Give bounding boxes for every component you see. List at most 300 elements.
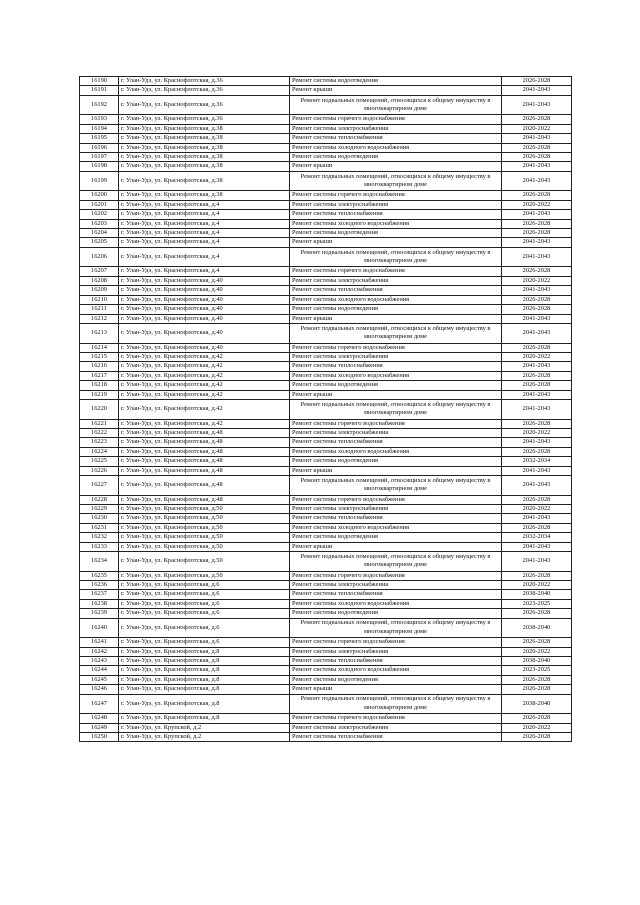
- table-row: [80, 134, 572, 143]
- period-cell: 2026-2028: [502, 495, 572, 504]
- period-cell: 2041-2043: [502, 210, 572, 219]
- work-type-cell: Ремонт системы электроснабжения: [290, 504, 502, 513]
- table-row: [80, 229, 572, 238]
- address-cell: г. Улан-Удэ, ул. Краснофлотская, д.48: [119, 438, 290, 447]
- period-cell: 2020-2022: [502, 352, 572, 361]
- row-number-cell: 16192: [80, 95, 119, 115]
- table-row: [80, 419, 572, 428]
- table-row: [80, 694, 572, 714]
- period-cell: 2041-2043: [502, 171, 572, 191]
- row-number-cell: 16239: [80, 609, 119, 618]
- table-row: [80, 153, 572, 162]
- row-number-cell: 16211: [80, 305, 119, 314]
- work-type-cell: Ремонт системы холодного водоснабжения: [290, 666, 502, 675]
- work-type-cell: Ремонт подвальных помещений, относящихся к общему имуществу в многоквартирном доме: [290, 475, 502, 495]
- address-cell: г. Улан-Удэ, ул. Краснофлотская, д.50: [119, 514, 290, 523]
- work-type-cell: Ремонт системы горячего водоснабжения: [290, 571, 502, 580]
- period-cell: 2041-2043: [502, 466, 572, 475]
- address-cell: г. Улан-Удэ, ул. Краснофлотская, д.4: [119, 238, 290, 247]
- period-cell: 2041-2043: [502, 95, 572, 115]
- address-cell: г. Улан-Удэ, ул. Краснофлотская, д.36: [119, 86, 290, 95]
- table-row: [80, 599, 572, 608]
- period-cell: 2026-2028: [502, 305, 572, 314]
- address-cell: г. Улан-Удэ, ул. Краснофлотская, д.50: [119, 504, 290, 513]
- row-number-cell: 16193: [80, 115, 119, 124]
- row-number-cell: 16197: [80, 153, 119, 162]
- table-row: [80, 675, 572, 684]
- row-number-cell: 16201: [80, 200, 119, 209]
- period-cell: 2041-2043: [502, 162, 572, 171]
- address-cell: г. Улан-Удэ, ул. Краснофлотская, д.48: [119, 457, 290, 466]
- row-number-cell: 16200: [80, 191, 119, 200]
- table-row: [80, 466, 572, 475]
- work-type-cell: Ремонт подвальных помещений, относящихся к общему имуществу в многоквартирном доме: [290, 552, 502, 572]
- period-cell: 2041-2043: [502, 390, 572, 399]
- period-cell: 2038-2040: [502, 694, 572, 714]
- address-cell: г. Улан-Удэ, ул. Краснофлотская, д.38: [119, 171, 290, 191]
- row-number-cell: 16240: [80, 618, 119, 638]
- row-number-cell: 16207: [80, 267, 119, 276]
- period-cell: 2041-2043: [502, 438, 572, 447]
- work-type-cell: Ремонт крыши: [290, 390, 502, 399]
- work-type-cell: Ремонт системы горячего водоснабжения: [290, 343, 502, 352]
- period-cell: 2032-2034: [502, 457, 572, 466]
- work-type-cell: Ремонт системы горячего водоснабжения: [290, 638, 502, 647]
- row-number-cell: 16199: [80, 171, 119, 191]
- work-type-cell: Ремонт системы теплоснабжения: [290, 210, 502, 219]
- table-row: [80, 86, 572, 95]
- table-row: [80, 504, 572, 513]
- row-number-cell: 16206: [80, 247, 119, 267]
- work-type-cell: Ремонт системы водоотведения: [290, 381, 502, 390]
- work-type-cell: Ремонт системы теплоснабжения: [290, 438, 502, 447]
- address-cell: г. Улан-Удэ, ул. Краснофлотская, д.4: [119, 247, 290, 267]
- row-number-cell: 16233: [80, 542, 119, 551]
- table-row: [80, 666, 572, 675]
- row-number-cell: 16223: [80, 438, 119, 447]
- table-row: [80, 714, 572, 723]
- work-type-cell: Ремонт системы электроснабжения: [290, 723, 502, 732]
- row-number-cell: 16221: [80, 419, 119, 428]
- table-row: [80, 343, 572, 352]
- work-type-cell: Ремонт системы холодного водоснабжения: [290, 447, 502, 456]
- work-type-cell: Ремонт крыши: [290, 685, 502, 694]
- table-row: [80, 124, 572, 133]
- row-number-cell: 16234: [80, 552, 119, 572]
- address-cell: г. Улан-Удэ, ул. Краснофлотская, д.8: [119, 694, 290, 714]
- period-cell: 2026-2028: [502, 371, 572, 380]
- address-cell: г. Улан-Удэ, ул. Краснофлотская, д.8: [119, 675, 290, 684]
- work-type-cell: Ремонт системы горячего водоснабжения: [290, 267, 502, 276]
- address-cell: г. Улан-Удэ, ул. Краснофлотская, д.38: [119, 143, 290, 152]
- table-row: [80, 533, 572, 542]
- period-cell: 2041-2043: [502, 247, 572, 267]
- period-cell: 2041-2043: [502, 134, 572, 143]
- work-type-cell: Ремонт системы электроснабжения: [290, 428, 502, 437]
- table-row: [80, 143, 572, 152]
- period-cell: 2026-2028: [502, 714, 572, 723]
- period-cell: 2023-2025: [502, 599, 572, 608]
- period-cell: 2020-2022: [502, 428, 572, 437]
- row-number-cell: 16195: [80, 134, 119, 143]
- work-type-cell: Ремонт подвальных помещений, относящихся к общему имуществу в многоквартирном доме: [290, 95, 502, 115]
- table-row: [80, 95, 572, 115]
- work-type-cell: Ремонт системы водоотведения: [290, 609, 502, 618]
- table-row: [80, 200, 572, 209]
- row-number-cell: 16198: [80, 162, 119, 171]
- row-number-cell: 16213: [80, 323, 119, 343]
- work-type-cell: Ремонт системы теплоснабжения: [290, 286, 502, 295]
- address-cell: г. Улан-Удэ, ул. Краснофлотская, д.6: [119, 599, 290, 608]
- address-cell: г. Улан-Удэ, ул. Краснофлотская, д.50: [119, 533, 290, 542]
- address-cell: г. Улан-Удэ, ул. Краснофлотская, д.48: [119, 428, 290, 437]
- period-cell: 2026-2028: [502, 143, 572, 152]
- table-row: [80, 685, 572, 694]
- period-cell: 2020-2022: [502, 647, 572, 656]
- row-number-cell: 16212: [80, 314, 119, 323]
- table-row: [80, 475, 572, 495]
- address-cell: г. Улан-Удэ, ул. Краснофлотская, д.50: [119, 542, 290, 551]
- address-cell: г. Улан-Удэ, ул. Краснофлотская, д.40: [119, 286, 290, 295]
- work-type-cell: Ремонт крыши: [290, 542, 502, 551]
- row-number-cell: 16236: [80, 581, 119, 590]
- address-cell: г. Улан-Удэ, ул. Краснофлотская, д.4: [119, 200, 290, 209]
- row-number-cell: 16191: [80, 86, 119, 95]
- work-type-cell: Ремонт системы электроснабжения: [290, 200, 502, 209]
- work-type-cell: Ремонт системы водоотведения: [290, 533, 502, 542]
- table-row: [80, 162, 572, 171]
- row-number-cell: 16250: [80, 733, 119, 742]
- period-cell: 2020-2022: [502, 276, 572, 285]
- address-cell: г. Улан-Удэ, ул. Краснофлотская, д.48: [119, 475, 290, 495]
- period-cell: 2038-2040: [502, 590, 572, 599]
- row-number-cell: 16237: [80, 590, 119, 599]
- address-cell: г. Улан-Удэ, ул. Краснофлотская, д.4: [119, 219, 290, 228]
- row-number-cell: 16194: [80, 124, 119, 133]
- period-cell: 2020-2022: [502, 124, 572, 133]
- table-row: [80, 638, 572, 647]
- work-type-cell: Ремонт системы теплоснабжения: [290, 657, 502, 666]
- period-cell: 2041-2043: [502, 514, 572, 523]
- address-cell: г. Улан-Удэ, ул. Краснофлотская, д.42: [119, 390, 290, 399]
- table-row: [80, 267, 572, 276]
- row-number-cell: 16190: [80, 77, 119, 86]
- address-cell: г. Улан-Удэ, ул. Краснофлотская, д.40: [119, 295, 290, 304]
- table-row: [80, 210, 572, 219]
- row-number-cell: 16248: [80, 714, 119, 723]
- address-cell: г. Улан-Удэ, ул. Краснофлотская, д.50: [119, 523, 290, 532]
- table-row: [80, 381, 572, 390]
- row-number-cell: 16222: [80, 428, 119, 437]
- period-cell: 2026-2028: [502, 675, 572, 684]
- table-row: [80, 571, 572, 580]
- address-cell: г. Улан-Удэ, ул. Краснофлотская, д.42: [119, 362, 290, 371]
- row-number-cell: 16228: [80, 495, 119, 504]
- row-number-cell: 16220: [80, 399, 119, 419]
- address-cell: г. Улан-Удэ, ул. Краснофлотская, д.40: [119, 276, 290, 285]
- row-number-cell: 16202: [80, 210, 119, 219]
- address-cell: г. Улан-Удэ, ул. Краснофлотская, д.40: [119, 314, 290, 323]
- table-row: [80, 191, 572, 200]
- row-number-cell: 16232: [80, 533, 119, 542]
- work-type-cell: Ремонт системы горячего водоснабжения: [290, 191, 502, 200]
- table-row: [80, 618, 572, 638]
- address-cell: г. Улан-Удэ, ул. Краснофлотская, д.8: [119, 666, 290, 675]
- address-cell: г. Улан-Удэ, ул. Краснофлотская, д.6: [119, 638, 290, 647]
- period-cell: 2026-2028: [502, 219, 572, 228]
- address-cell: г. Улан-Удэ, ул. Краснофлотская, д.50: [119, 571, 290, 580]
- address-cell: г. Улан-Удэ, ул. Краснофлотская, д.42: [119, 381, 290, 390]
- table-row: [80, 542, 572, 551]
- work-type-cell: Ремонт крыши: [290, 162, 502, 171]
- row-number-cell: 16208: [80, 276, 119, 285]
- address-cell: г. Улан-Удэ, ул. Краснофлотская, д.38: [119, 153, 290, 162]
- table-row: [80, 495, 572, 504]
- table-row: [80, 514, 572, 523]
- period-cell: 2041-2043: [502, 286, 572, 295]
- row-number-cell: 16225: [80, 457, 119, 466]
- work-type-cell: Ремонт системы теплоснабжения: [290, 733, 502, 742]
- period-cell: 2026-2028: [502, 295, 572, 304]
- work-type-cell: Ремонт системы теплоснабжения: [290, 514, 502, 523]
- row-number-cell: 16218: [80, 381, 119, 390]
- work-type-cell: Ремонт системы водоотведения: [290, 305, 502, 314]
- period-cell: 2026-2028: [502, 191, 572, 200]
- period-cell: 2026-2028: [502, 267, 572, 276]
- period-cell: 2041-2043: [502, 238, 572, 247]
- row-number-cell: 16219: [80, 390, 119, 399]
- period-cell: 2026-2028: [502, 733, 572, 742]
- row-number-cell: 16238: [80, 599, 119, 608]
- work-type-cell: Ремонт системы холодного водоснабжения: [290, 599, 502, 608]
- row-number-cell: 16214: [80, 343, 119, 352]
- row-number-cell: 16247: [80, 694, 119, 714]
- table-row: [80, 286, 572, 295]
- work-type-cell: Ремонт системы холодного водоснабжения: [290, 371, 502, 380]
- period-cell: 2041-2043: [502, 323, 572, 343]
- period-cell: 2026-2028: [502, 571, 572, 580]
- row-number-cell: 16216: [80, 362, 119, 371]
- address-cell: г. Улан-Удэ, ул. Краснофлотская, д.4: [119, 229, 290, 238]
- row-number-cell: 16226: [80, 466, 119, 475]
- address-cell: г. Улан-Удэ, ул. Краснофлотская, д.4: [119, 210, 290, 219]
- period-cell: 2041-2043: [502, 542, 572, 551]
- work-type-cell: Ремонт системы горячего водоснабжения: [290, 714, 502, 723]
- work-type-cell: Ремонт системы водоотведения: [290, 675, 502, 684]
- work-type-cell: Ремонт системы горячего водоснабжения: [290, 495, 502, 504]
- period-cell: 2020-2022: [502, 200, 572, 209]
- work-type-cell: Ремонт крыши: [290, 86, 502, 95]
- address-cell: г. Улан-Удэ, ул. Краснофлотская, д.50: [119, 552, 290, 572]
- table-row: [80, 733, 572, 742]
- table-row: [80, 295, 572, 304]
- period-cell: 2026-2028: [502, 523, 572, 532]
- row-number-cell: 16242: [80, 647, 119, 656]
- address-cell: г. Улан-Удэ, ул. Краснофлотская, д.38: [119, 134, 290, 143]
- address-cell: г. Улан-Удэ, ул. Краснофлотская, д.6: [119, 590, 290, 599]
- table-row: [80, 590, 572, 599]
- address-cell: г. Улан-Удэ, ул. Краснофлотская, д.38: [119, 124, 290, 133]
- work-type-cell: Ремонт системы электроснабжения: [290, 352, 502, 361]
- row-number-cell: 16224: [80, 447, 119, 456]
- work-type-cell: Ремонт системы горячего водоснабжения: [290, 419, 502, 428]
- table-row: [80, 238, 572, 247]
- work-type-cell: Ремонт системы водоотведения: [290, 457, 502, 466]
- work-type-cell: Ремонт системы холодного водоснабжения: [290, 219, 502, 228]
- period-cell: 2032-2034: [502, 533, 572, 542]
- table-row: [80, 428, 572, 437]
- table-row: [80, 77, 572, 86]
- period-cell: 2026-2028: [502, 153, 572, 162]
- table-row: [80, 390, 572, 399]
- address-cell: г. Улан-Удэ, ул. Краснофлотская, д.8: [119, 647, 290, 656]
- address-cell: г. Улан-Удэ, ул. Краснофлотская, д.8: [119, 685, 290, 694]
- table-row: [80, 171, 572, 191]
- period-cell: 2041-2043: [502, 552, 572, 572]
- row-number-cell: 16230: [80, 514, 119, 523]
- address-cell: г. Улан-Удэ, ул. Краснофлотская, д.42: [119, 352, 290, 361]
- work-type-cell: Ремонт подвальных помещений, относящихся к общему имуществу в многоквартирном доме: [290, 171, 502, 191]
- address-cell: г. Улан-Удэ, ул. Краснофлотская, д.40: [119, 305, 290, 314]
- address-cell: г. Улан-Удэ, ул. Краснофлотская, д.48: [119, 447, 290, 456]
- table-row: [80, 609, 572, 618]
- address-cell: г. Улан-Удэ, ул. Краснофлотская, д.42: [119, 419, 290, 428]
- row-number-cell: 16241: [80, 638, 119, 647]
- period-cell: 2026-2028: [502, 685, 572, 694]
- address-cell: г. Улан-Удэ, ул. Краснофлотская, д.40: [119, 323, 290, 343]
- period-cell: 2020-2022: [502, 504, 572, 513]
- period-cell: 2041-2043: [502, 475, 572, 495]
- work-type-cell: Ремонт системы теплоснабжения: [290, 590, 502, 599]
- row-number-cell: 16205: [80, 238, 119, 247]
- work-type-cell: Ремонт системы теплоснабжения: [290, 134, 502, 143]
- address-cell: г. Улан-Удэ, ул. Краснофлотская, д.48: [119, 495, 290, 504]
- table-row: [80, 305, 572, 314]
- period-cell: 2026-2028: [502, 419, 572, 428]
- address-cell: г. Улан-Удэ, ул. Крупской, д.2: [119, 733, 290, 742]
- repair-schedule-table: [79, 76, 572, 742]
- work-type-cell: Ремонт системы холодного водоснабжения: [290, 143, 502, 152]
- period-cell: 2041-2043: [502, 399, 572, 419]
- row-number-cell: 16246: [80, 685, 119, 694]
- period-cell: 2026-2028: [502, 381, 572, 390]
- address-cell: г. Улан-Удэ, ул. Краснофлотская, д.38: [119, 191, 290, 200]
- table-row: [80, 447, 572, 456]
- work-type-cell: Ремонт подвальных помещений, относящихся к общему имуществу в многоквартирном доме: [290, 399, 502, 419]
- table-row: [80, 352, 572, 361]
- address-cell: г. Улан-Удэ, ул. Краснофлотская, д.42: [119, 399, 290, 419]
- period-cell: 2026-2028: [502, 638, 572, 647]
- period-cell: 2026-2028: [502, 447, 572, 456]
- row-number-cell: 16231: [80, 523, 119, 532]
- period-cell: 2026-2028: [502, 77, 572, 86]
- row-number-cell: 16244: [80, 666, 119, 675]
- period-cell: 2041-2043: [502, 86, 572, 95]
- row-number-cell: 16210: [80, 295, 119, 304]
- work-type-cell: Ремонт крыши: [290, 314, 502, 323]
- work-type-cell: Ремонт крыши: [290, 466, 502, 475]
- work-type-cell: Ремонт системы водоотведения: [290, 229, 502, 238]
- table-row: [80, 438, 572, 447]
- table-row: [80, 581, 572, 590]
- row-number-cell: 16209: [80, 286, 119, 295]
- work-type-cell: Ремонт системы электроснабжения: [290, 647, 502, 656]
- table-row: [80, 457, 572, 466]
- address-cell: г. Улан-Удэ, ул. Краснофлотская, д.40: [119, 343, 290, 352]
- table-row: [80, 323, 572, 343]
- row-number-cell: 16204: [80, 229, 119, 238]
- table-row: [80, 657, 572, 666]
- address-cell: г. Улан-Удэ, ул. Краснофлотская, д.38: [119, 162, 290, 171]
- table-row: [80, 723, 572, 732]
- table-row: [80, 371, 572, 380]
- row-number-cell: 16196: [80, 143, 119, 152]
- period-cell: 2041-2043: [502, 362, 572, 371]
- table-row: [80, 115, 572, 124]
- row-number-cell: 16229: [80, 504, 119, 513]
- period-cell: 2038-2040: [502, 657, 572, 666]
- address-cell: г. Улан-Удэ, ул. Краснофлотская, д.36: [119, 77, 290, 86]
- period-cell: 2026-2028: [502, 343, 572, 352]
- work-type-cell: Ремонт крыши: [290, 238, 502, 247]
- work-type-cell: Ремонт системы горячего водоснабжения: [290, 115, 502, 124]
- row-number-cell: 16203: [80, 219, 119, 228]
- table-row: [80, 647, 572, 656]
- table-row: [80, 399, 572, 419]
- address-cell: г. Улан-Удэ, ул. Краснофлотская, д.48: [119, 466, 290, 475]
- table-row: [80, 552, 572, 572]
- work-type-cell: Ремонт системы холодного водоснабжения: [290, 523, 502, 532]
- address-cell: г. Улан-Удэ, ул. Краснофлотская, д.42: [119, 371, 290, 380]
- period-cell: 2020-2022: [502, 581, 572, 590]
- period-cell: 2026-2028: [502, 229, 572, 238]
- work-type-cell: Ремонт системы теплоснабжения: [290, 362, 502, 371]
- row-number-cell: 16249: [80, 723, 119, 732]
- work-type-cell: Ремонт подвальных помещений, относящихся к общему имуществу в многоквартирном доме: [290, 323, 502, 343]
- table-row: [80, 219, 572, 228]
- work-type-cell: Ремонт системы электроснабжения: [290, 124, 502, 133]
- table-row: [80, 247, 572, 267]
- address-cell: г. Улан-Удэ, ул. Краснофлотская, д.36: [119, 95, 290, 115]
- work-type-cell: Ремонт подвальных помещений, относящихся к общему имуществу в многоквартирном доме: [290, 618, 502, 638]
- row-number-cell: 16243: [80, 657, 119, 666]
- address-cell: г. Улан-Удэ, ул. Краснофлотская, д.4: [119, 267, 290, 276]
- address-cell: г. Улан-Удэ, ул. Краснофлотская, д.8: [119, 714, 290, 723]
- work-type-cell: Ремонт системы холодного водоснабжения: [290, 295, 502, 304]
- row-number-cell: 16217: [80, 371, 119, 380]
- work-type-cell: Ремонт системы электроснабжения: [290, 276, 502, 285]
- period-cell: 2038-2040: [502, 618, 572, 638]
- period-cell: 2020-2022: [502, 723, 572, 732]
- table-row: [80, 362, 572, 371]
- work-type-cell: Ремонт системы электроснабжения: [290, 581, 502, 590]
- period-cell: 2026-2028: [502, 609, 572, 618]
- address-cell: г. Улан-Удэ, ул. Краснофлотская, д.36: [119, 115, 290, 124]
- row-number-cell: 16215: [80, 352, 119, 361]
- address-cell: г. Улан-Удэ, ул. Краснофлотская, д.6: [119, 618, 290, 638]
- row-number-cell: 16245: [80, 675, 119, 684]
- address-cell: г. Улан-Удэ, ул. Краснофлотская, д.6: [119, 609, 290, 618]
- address-cell: г. Улан-Удэ, ул. Краснофлотская, д.6: [119, 581, 290, 590]
- table-row: [80, 314, 572, 323]
- address-cell: г. Улан-Удэ, ул. Краснофлотская, д.8: [119, 657, 290, 666]
- work-type-cell: Ремонт подвальных помещений, относящихся к общему имуществу в многоквартирном доме: [290, 694, 502, 714]
- row-number-cell: 16235: [80, 571, 119, 580]
- row-number-cell: 16227: [80, 475, 119, 495]
- address-cell: г. Улан-Удэ, ул. Крупской, д.2: [119, 723, 290, 732]
- work-type-cell: Ремонт подвальных помещений, относящихся к общему имуществу в многоквартирном доме: [290, 247, 502, 267]
- period-cell: 2023-2025: [502, 666, 572, 675]
